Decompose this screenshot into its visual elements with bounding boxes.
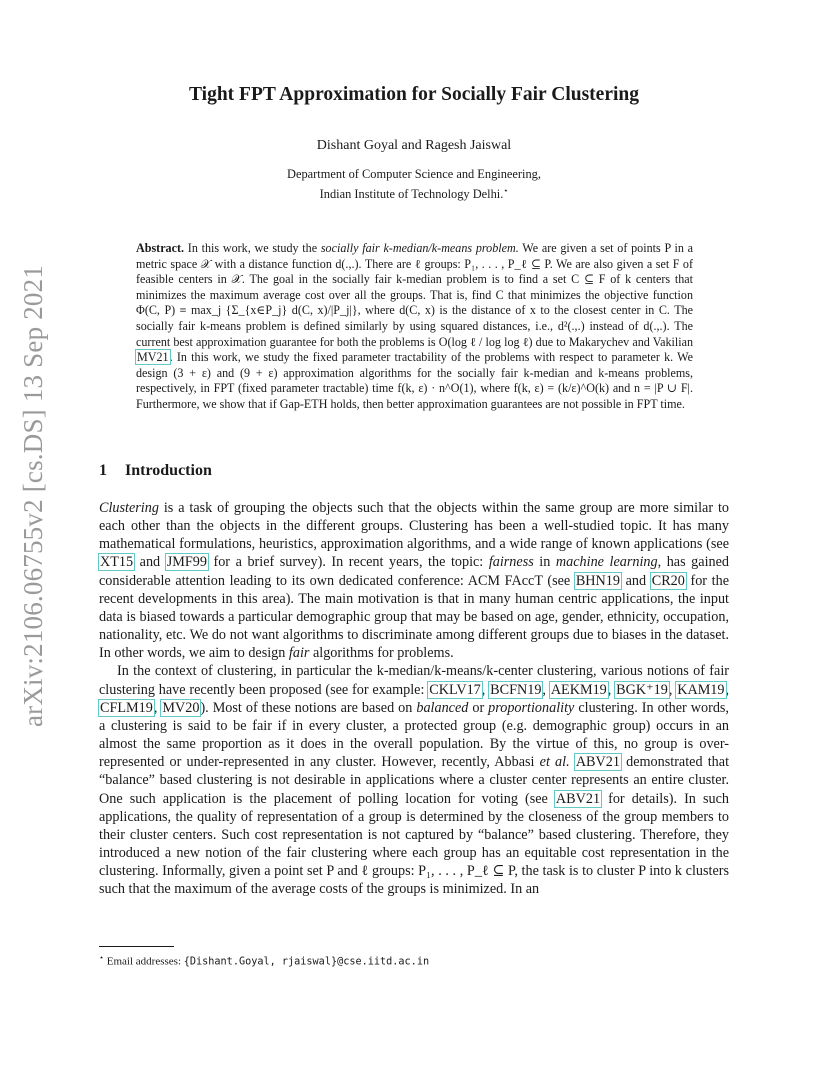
footnote bbox=[99, 953, 729, 968]
citation-link[interactable]: AEKM19 bbox=[550, 681, 607, 698]
abstract-emph: socially fair k-median/k-means problem. bbox=[320, 241, 519, 255]
affiliation-line2 bbox=[100, 183, 728, 203]
emph-proportionality: proportionality bbox=[488, 699, 575, 716]
citation-link[interactable]: BHN19 bbox=[575, 572, 620, 589]
para2-text: or bbox=[468, 699, 489, 716]
citation-link[interactable]: CFLM19 bbox=[100, 699, 153, 716]
para2-text: clustering. In other words, a clustering is said to be fair if in every cluster, a protected group (e.g. demographic group) occurs in an almost the same proportion as it does in the overall population. By the virtue of this, no group is over-represented or under-represented in any cluster. However, recently, Abbasi bbox=[99, 699, 729, 771]
citation-link[interactable]: CR20 bbox=[651, 572, 685, 589]
footnote-rule bbox=[99, 946, 174, 947]
paper-title: Tight FPT Approximation for Socially Fair Clustering bbox=[189, 84, 639, 105]
citation-link[interactable]: ABV21 bbox=[575, 754, 620, 771]
abstract bbox=[136, 241, 693, 413]
citation-link[interactable]: MV20 bbox=[162, 699, 200, 716]
abstract-label: Abstract. bbox=[136, 241, 185, 255]
section-number: 1 bbox=[99, 462, 107, 479]
abstract-paragraph bbox=[136, 241, 693, 413]
para1-text: is a task of grouping the objects such that the objects within the same group are more similar to each other than the objects in the different groups. Clustering has been a well-studied topic. It has many mathematical formulations, heuristics, approximation algorithms, and a wide range of known applications (see bbox=[99, 500, 729, 553]
para1-text: algorithms for problems. bbox=[309, 645, 454, 662]
paragraph-1 bbox=[99, 499, 729, 662]
emph-ml: machine learning bbox=[555, 554, 658, 571]
citation-link[interactable]: BGK⁺19 bbox=[616, 681, 668, 698]
footnote-mark: ⋆ bbox=[99, 953, 105, 962]
section-title: Introduction bbox=[125, 462, 212, 479]
footnote-marker[interactable]: ⋆ bbox=[503, 185, 509, 195]
para1-text: in bbox=[533, 554, 556, 571]
para2-text: In the context of clustering, in particular the k-median/k-means/k-center clustering, various notions of fair clustering have recently been proposed (see for example: bbox=[99, 663, 729, 698]
citation-link[interactable]: JMF99 bbox=[166, 554, 207, 571]
citation-link[interactable]: BCFN19 bbox=[490, 681, 542, 698]
para1-text: for the recent developments in this area). The main motivation is that in many human centric applications, the input data is biased towards a particular demographic group that may be based on age, gender, ethnicity, occupation, nationality, etc. We do not want algorithms to discriminate among different groups due to biases in the dataset. In other words, we aim to design bbox=[99, 572, 729, 662]
para2-text: ). Most of these notions are based on bbox=[200, 699, 417, 716]
paragraph-2: In the context of clustering, in particular the k-median/k-means/k-center clustering, various notions of fair clustering have recently been proposed (see for example: CKLV17, BCFN19, AEKM19, BGK⁺19, KAM19, CFLM19, MV20). Most of these notions are based on balanced or proportionality clustering. In other words, a clustering is said to be fair if in every cluster, a protected group (e.g. demographic group) occurs in an almost the same proportion as it does in the overall population. By the virtue of this, no group is over-represented or under-represented in any cluster. However, recently, Abbasi et al. ABV21 demonstrated that “balance” based clustering is not desirable in applications where a cluster center represents an entire cluster. One such application is the placement of polling location for voting (see ABV21 for details). In such applications, the quality of representation of a group is determined by the closeness of the group members to their cluster centers. Such cost representation is not captured by “balance” based clustering. Therefore, they introduced a new notion of the fair clustering where each group has an equitable cost representation in the clustering. Informally, given a point set P and ℓ groups: P₁, . . . , P_ℓ ⊆ P, the task is to cluster P into k clusters such that the maximum of the average costs of the groups is minimized. In an bbox=[99, 663, 730, 898]
affiliation-line2-text: Indian Institute of Technology Delhi. bbox=[319, 186, 504, 201]
citation-link[interactable]: KAM19 bbox=[677, 681, 725, 698]
para1-text: for a brief survey). In recent years, the topic: bbox=[207, 554, 489, 571]
emph-clustering: Clustering bbox=[99, 500, 159, 516]
citation-link[interactable]: MV21 bbox=[137, 350, 169, 365]
emph-etal: et al. bbox=[539, 754, 570, 771]
citation-link[interactable]: CKLV17 bbox=[429, 681, 481, 698]
arxiv-stamp[interactable]: arXiv:2106.06755v2 [cs.DS] 13 Sep 2021 bbox=[18, 264, 48, 728]
emph-balanced: balanced bbox=[416, 699, 469, 716]
abstract-text-2: We are given a set of points P in a metric space 𝒳 with a distance function d(.,.). There are ℓ groups: P₁, . . . , P_ℓ ⊆ P. We are also given a set F of feasible centers in 𝒳. The goal in the socially fair k-median problem is to find a set C ⊆ F of k centers that minimizes the maximum average cost over all the groups. That is, find C that minimizes the objective function Φ(C, P) ≡ max_j {Σ_{x∈P_j} d(C, x)/|P_j|}, where d(C, x) is the distance of x to the closest center in C. The socially fair k-means problem is defined similarly by using squared distances, i.e., d²(.,.) instead of d(.,.). The current best approximation guarantee for both the problems is O(log ℓ / log log ℓ) due to Makarychev and Vakilian bbox=[136, 241, 693, 349]
footnote-label: Email addresses: bbox=[106, 955, 181, 968]
emph-fair: fair bbox=[288, 645, 310, 662]
para2-text: for details). In such applications, the quality of representation of a group is determined by the closeness of the group members to their cluster centers. Such cost representation is not captured by “balance” based clustering. Therefore, they introduced a new notion of the fair clustering where each group has an equitable cost representation in the clustering. Informally, given a point set P and ℓ groups: P₁, . . . , P_ℓ ⊆ P, the task is to cluster P into k clusters such that the maximum of the average costs of the groups is minimized. In an bbox=[99, 790, 729, 898]
affiliation bbox=[100, 167, 728, 202]
body-text bbox=[99, 499, 729, 898]
para2-text: demonstrated that “balance” based clustering is not desirable in applications where a cluster center represents an entire cluster. One such application is the placement of polling location for voting (see bbox=[99, 754, 730, 807]
para1-text: , has gained considerable attention leading to its own dedicated conference: ACM FAccT (see bbox=[99, 554, 729, 589]
paper-authors: Dishant Goyal and Ragesh Jaiswal bbox=[316, 138, 512, 153]
emph-fairness: fairness bbox=[488, 554, 534, 571]
citation-link[interactable]: ABV21 bbox=[555, 790, 601, 807]
abstract-text-3: . In this work, we study the fixed parameter tractability of the problems with respect to parameter k. We design (3 + ε) and (9 + ε) approximation algorithms for the socially fair k-median and k-means problems, respectively, in FPT (fixed parameter tractable) time f(k, ε) · n^O(1), where f(k, ε) = (k/ε)^O(k) and n = |P ∪ F|. Furthermore, we show that if Gap-ETH holds, then better approximation guarantees are not possible in FPT time. bbox=[136, 350, 693, 411]
para1-text: and bbox=[134, 554, 166, 571]
footnote-emails[interactable]: {Dishant.Goyal, rjaiswal}@cse.iitd.ac.in bbox=[183, 956, 430, 968]
para1-text: and bbox=[620, 572, 651, 589]
citation-link[interactable]: XT15 bbox=[100, 554, 134, 571]
section-heading bbox=[99, 462, 212, 480]
abstract-text-1: In this work, we study the bbox=[187, 241, 318, 255]
affiliation-line1: Department of Computer Science and Engineering, bbox=[287, 167, 541, 181]
